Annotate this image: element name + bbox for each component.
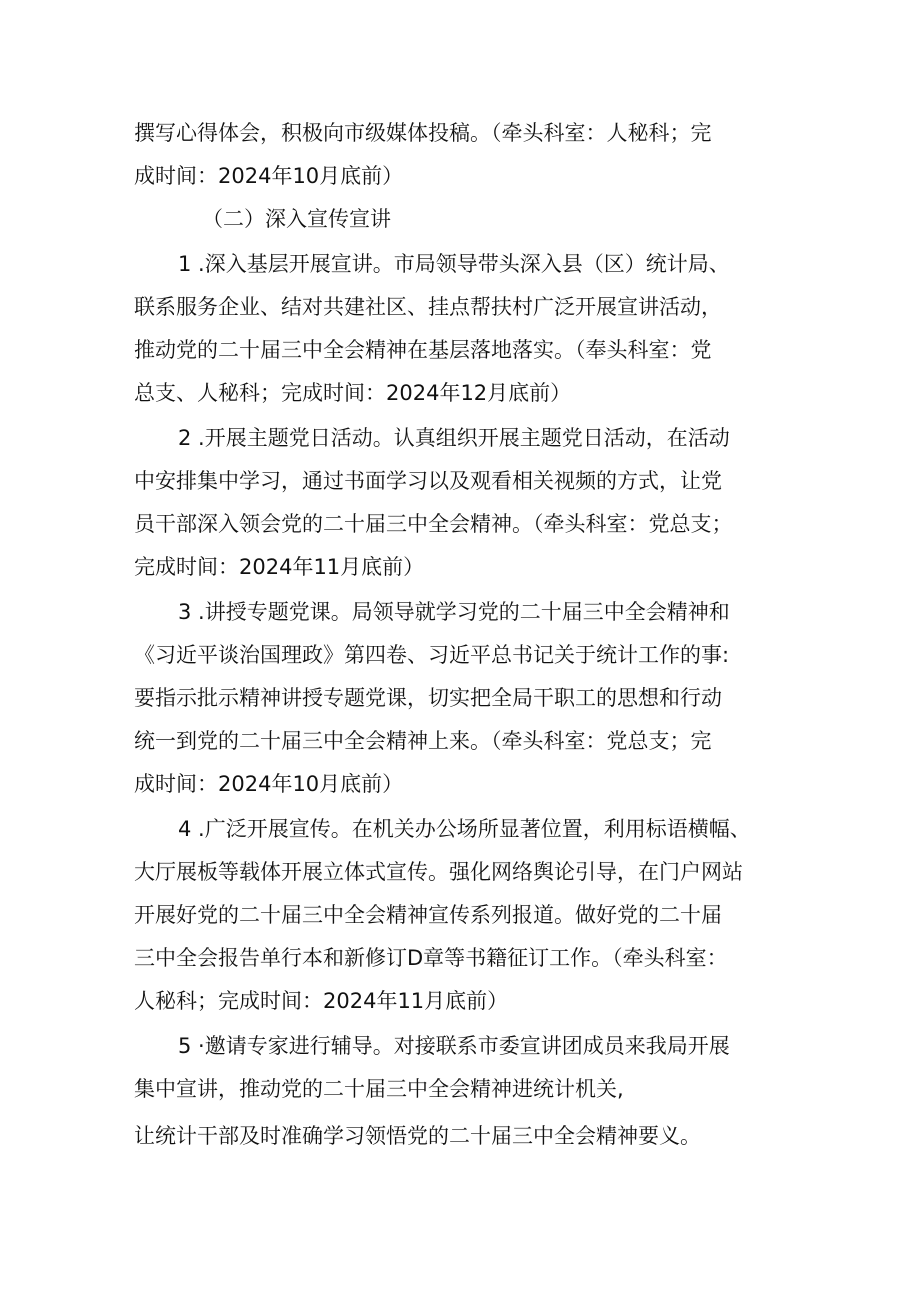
item-5-line-2: 集中宣讲，推动党的二十届三中全会精神进统计机关, xyxy=(134,1077,624,1101)
item-3-line-1: 3 .讲授专题党课。局领导就学习党的二十届三中全会精神和 xyxy=(178,600,730,624)
item-4-line-1: 4 .广泛开展宣传。在机关办公场所显著位置，利用标语横幅、 xyxy=(178,817,751,841)
item-3-line-3: 要指示批示精神讲授专题党课，切实把全局干职工的思想和行动 xyxy=(134,686,722,710)
item-2-line-4: 完成时间：2024年11月底前） xyxy=(134,555,425,579)
text-line-1: 撰写心得体会，积极向市级媒体投稿。（牵头科室：人秘科；完 xyxy=(134,121,712,145)
item-3-line-4: 统一到党的二十届三中全会精神上来。（牵头科室：党总支；完 xyxy=(134,729,712,753)
item-3-line-5: 成时间：2024年10月底前） xyxy=(134,772,404,796)
section-heading: （二）深入宣传宣讲 xyxy=(202,207,391,231)
item-2-line-1: 2 .开展主题党日活动。认真组织开展主题党日活动，在活动 xyxy=(178,426,730,450)
item-1-line-2: 联系服务企业、结对共建社区、挂点帮扶村广泛开展宣讲活动， xyxy=(134,295,722,319)
item-4-line-5: 人秘科；完成时间：2024年11月底前） xyxy=(134,989,509,1013)
item-1-line-1: 1 .深入基层开展宣讲。市局领导带头深入县（区）统计局、 xyxy=(178,252,730,276)
item-3-line-2: 《习近平谈治国理政》第四卷、习近平总书记关于统计工作的事: xyxy=(134,643,730,667)
item-2-line-3: 员干部深入领会党的二十届三中全会精神。（牵头科室：党总支； xyxy=(134,512,733,536)
item-5-line-1: 5 ·邀请专家进行辅导。对接联系市委宣讲团成员来我局开展 xyxy=(178,1034,730,1058)
text-line-2: 成时间：2024年10月底前） xyxy=(134,164,404,188)
item-4-line-3: 开展好党的二十届三中全会精神宣传系列报道。做好党的二十届 xyxy=(134,903,722,927)
item-4-line-2: 大厅展板等载体开展立体式宣传。强化网络舆论引导，在门户网站 xyxy=(134,860,743,884)
item-4-line-4: 三中全会报告单行本和新修订D章等书籍征订工作。（牵头科室： xyxy=(134,946,728,970)
item-2-line-2: 中安排集中学习，通过书面学习以及观看相关视频的方式，让党 xyxy=(134,469,722,493)
item-5-line-3: 让统计干部及时准确学习领悟党的二十届三中全会精神要义。 xyxy=(134,1124,701,1148)
item-1-line-3: 推动党的二十届三中全会精神在基层落地落实。（奉头科室：党 xyxy=(134,338,712,362)
item-1-line-4: 总支、人秘科；完成时间：2024年12月底前） xyxy=(134,381,572,405)
